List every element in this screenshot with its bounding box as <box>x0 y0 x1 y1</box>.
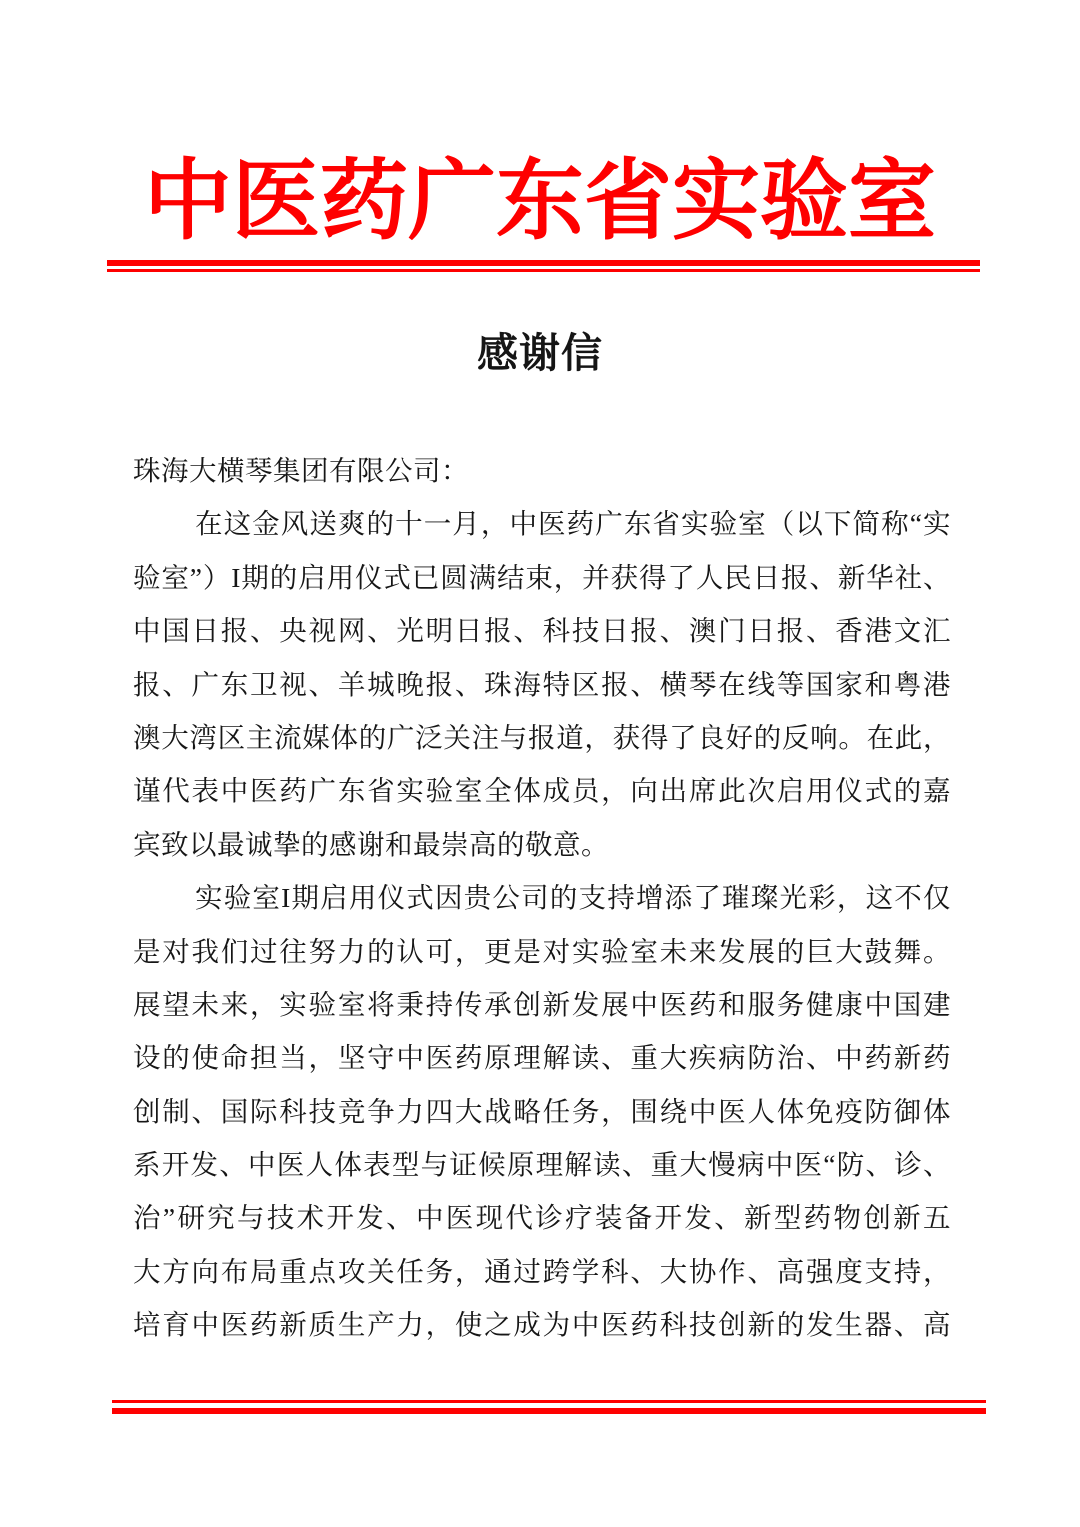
letter-body <box>133 444 951 1352</box>
body-line: 是对我们过往努力的认可，更是对实验室未来发展的巨大鼓舞。 <box>133 935 951 967</box>
letter-title: 感谢信 <box>477 330 603 376</box>
body-line: 验室”）I期的启用仪式已圆满结束，并获得了人民日报、新华社、 <box>133 561 951 593</box>
letterhead-divider <box>107 260 980 272</box>
body-line: 大方向布局重点攻关任务，通过跨学科、大协作、高强度支持， <box>133 1255 951 1287</box>
body-line: 澳大湾区主流媒体的广泛关注与报道，获得了良好的反响。在此， <box>133 721 951 753</box>
divider-thin-line <box>107 269 980 272</box>
divider-thick-line <box>112 1408 986 1414</box>
letterhead-org-title: 中医药广东省实验室 <box>143 154 936 251</box>
body-line: 中国日报、央视网、光明日报、科技日报、澳门日报、香港文汇 <box>133 615 951 647</box>
body-line: 培育中医药新质生产力，使之成为中医药科技创新的发生器、高 <box>133 1309 951 1341</box>
body-line: 谨代表中医药广东省实验室全体成员，向出席此次启用仪式的嘉 <box>133 775 951 807</box>
body-line: 系开发、中医人体表型与证候原理解读、重大慢病中医“防、诊、 <box>133 1149 951 1181</box>
body-line: 宾致以最诚挚的感谢和最崇高的敬意。 <box>133 828 609 860</box>
body-line: 设的使命担当，坚守中医药原理解读、重大疾病防治、中药新药 <box>133 1042 951 1074</box>
body-line: 展望未来，实验室将秉持传承创新发展中医药和服务健康中国建 <box>133 988 951 1020</box>
recipient-line: 珠海大横琴集团有限公司： <box>133 455 469 486</box>
footer-divider <box>112 1400 986 1414</box>
body-line: 治”研究与技术开发、中医现代诊疗装备开发、新型药物创新五 <box>133 1202 951 1234</box>
body-line: 报、广东卫视、羊城晚报、珠海特区报、横琴在线等国家和粤港 <box>133 668 951 700</box>
body-line: 创制、国际科技竞争力四大战略任务，围绕中医人体免疫防御体 <box>133 1095 951 1127</box>
body-line: 在这金风送爽的十一月，中医药广东省实验室（以下简称“实 <box>195 508 951 540</box>
body-line: 实验室I期启用仪式因贵公司的支持增添了璀璨光彩，这不仅 <box>195 882 951 914</box>
